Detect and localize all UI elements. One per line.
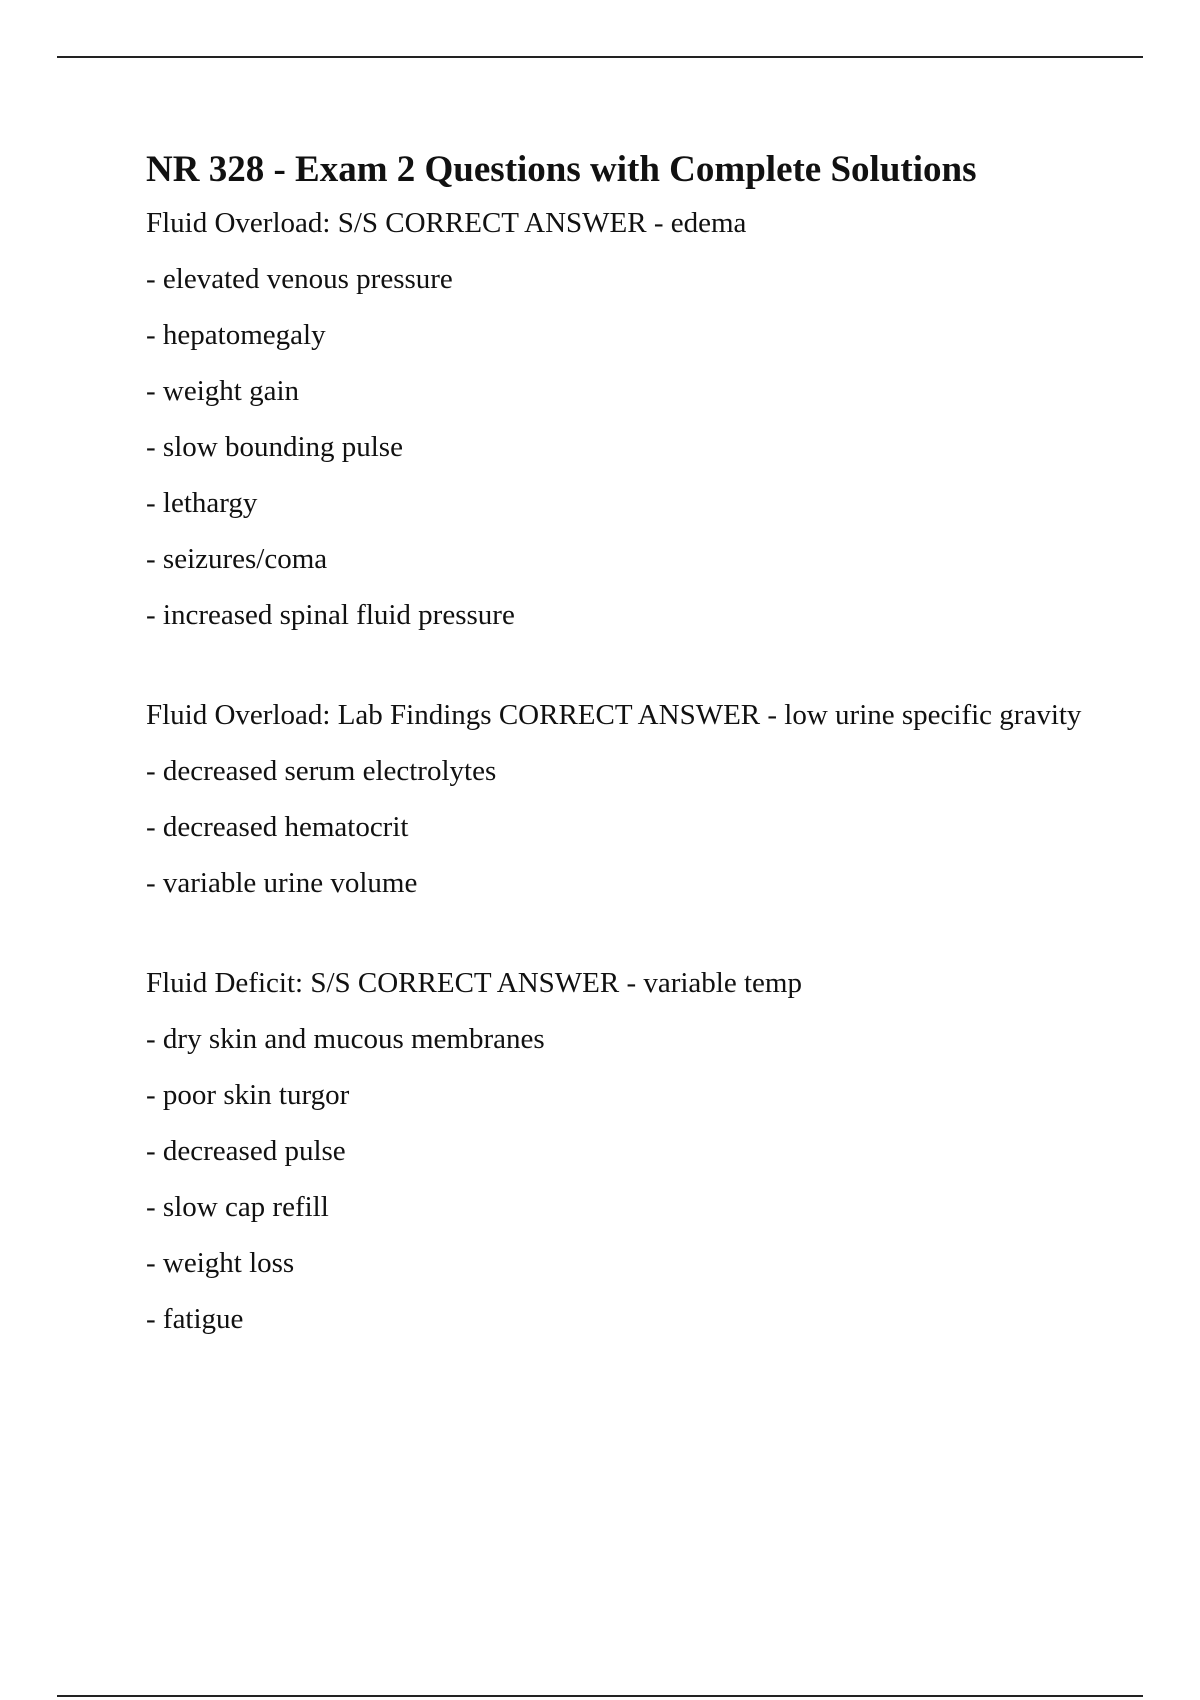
document-body (146, 148, 1106, 1398)
answer-item: - fatigue (146, 1303, 244, 1335)
qa-section-fluid-deficit-ss (146, 962, 1106, 1340)
qa-section-fluid-overload-labs (146, 694, 1106, 904)
answer-item: - variable urine volume (146, 867, 418, 899)
question-text: Fluid Overload: Lab Findings CORRECT ANSWER - low urine specific gravity (146, 699, 1082, 731)
answer-item: - slow cap refill (146, 1191, 329, 1223)
answer-item: - lethargy (146, 487, 258, 519)
answer-item: - hepatomegaly (146, 319, 326, 351)
question-text: Fluid Deficit: S/S CORRECT ANSWER - variable temp (146, 967, 802, 999)
document-title: NR 328 - Exam 2 Questions with Complete Solutions (146, 149, 977, 190)
answer-item: - dry skin and mucous membranes (146, 1023, 545, 1055)
footer-rule (57, 1695, 1143, 1697)
answer-item: - weight gain (146, 375, 300, 407)
answer-item: - decreased serum electrolytes (146, 755, 497, 787)
answer-item: - weight loss (146, 1247, 295, 1279)
answer-item: - decreased hematocrit (146, 811, 409, 843)
header-rule (57, 56, 1143, 58)
answer-item: - increased spinal fluid pressure (146, 599, 515, 631)
qa-section-fluid-overload-ss (146, 202, 1106, 636)
answer-item: - seizures/coma (146, 543, 328, 575)
answer-item: - decreased pulse (146, 1135, 346, 1167)
answer-item: - poor skin turgor (146, 1079, 350, 1111)
answer-item: - elevated venous pressure (146, 263, 453, 295)
answer-item: - slow bounding pulse (146, 431, 403, 463)
question-text: Fluid Overload: S/S CORRECT ANSWER - edema (146, 207, 747, 239)
